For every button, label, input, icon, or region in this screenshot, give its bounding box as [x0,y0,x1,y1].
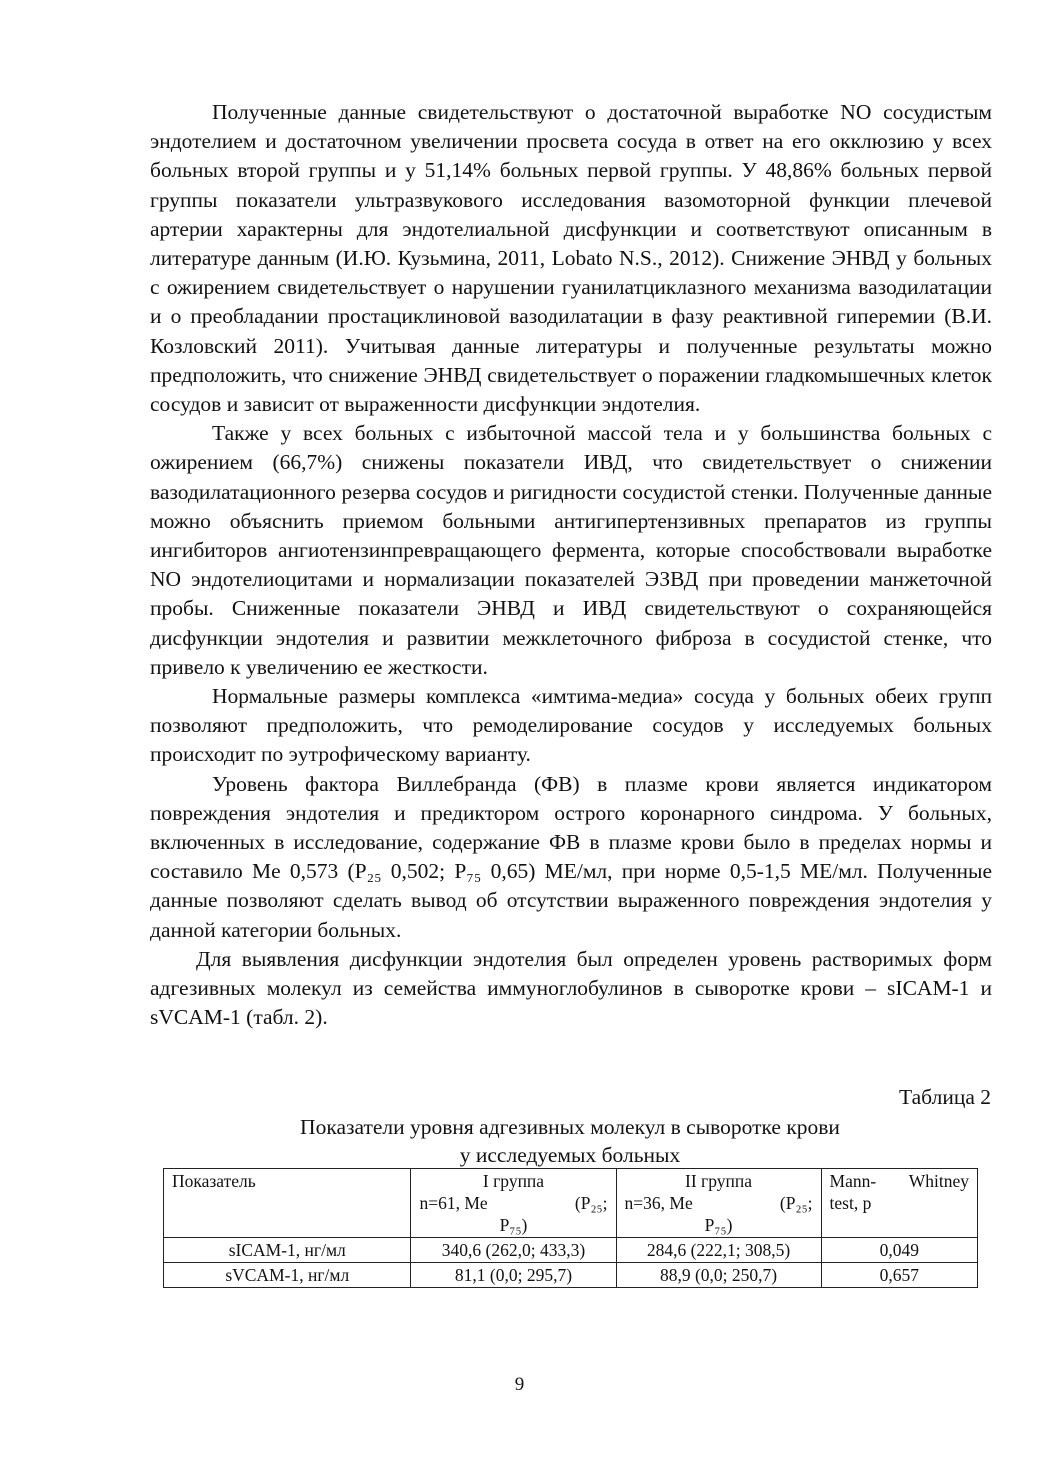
header-cell: Показатель [164,1169,411,1238]
paragraph: Для выявления дисфункции эндотелия был определен уровень растворимых форм адгезивных молекул из семейства иммуноглобулинов в сыворотке крови – sICAM-1 и sVCAM-1 (табл. 2). [150,946,992,1030]
header-fragment: (P₂₅; [574,1193,608,1213]
header-line [419,1192,607,1214]
data-table [163,1168,978,1288]
table-row [164,1238,978,1263]
table-header-row [164,1169,978,1238]
body-text [150,98,992,1033]
table-cell: sVCAM-1, нг/мл [164,1263,411,1288]
paragraph: Нормальные размеры комплекса «имтима-медиа» сосуда у больных обеих групп позволяют предположить, что ремоделирование сосудов у исследуемых больных происходит по эутрофическому варианту. [150,684,992,767]
table-cell: 340,6 (262,0; 433,3) [411,1238,616,1263]
table-caption [200,1113,940,1169]
header-line: P₇₅) [704,1215,733,1235]
header-line: P₇₅) [499,1215,528,1235]
header-line: test, p [829,1193,872,1213]
table-row [164,1263,978,1288]
table-caption-line: у исследуемых больных [459,1143,681,1167]
page-number: 9 [514,1374,525,1395]
header-line [830,1170,969,1192]
header-fragment: (P₂₅; [779,1193,813,1213]
header-cell [616,1169,821,1238]
paragraph: Полученные данные свидетельствуют о достаточной выработке NO сосудистым эндотелием и достаточном увеличении просвета сосуда в ответ на его окклюзию у всех больных второй группы и у 51,14% больных первой группы. У 48,86% больных первой группы показатели ультразвукового исследования вазомоторной функции плечевой артерии характерны для эндотелиальной дисфункции и соответствуют описанным в литературе данным (И.Ю. Кузьмина, 2011, Lobato N.S., 2012). Снижение ЭНВД у больных с ожирением свидетельствует о нарушении гуанилатциклазного механизма вазодилатации и о преобладании простациклиновой вазодилатации в фазу реактивной гиперемии (В.И. Козловский 2011). Учитывая данные литературы и полученные результаты можно предположить, что снижение ЭНВД свидетельствует о поражении гладкомышечных клеток сосудов и зависит от выраженности дисфункции эндотелия. [150,100,992,417]
header-cell [821,1169,977,1238]
table-cell: 0,049 [821,1238,977,1263]
paragraph: Также у всех больных с избыточной массой тела и у большинства больных с ожирением (66,7%) снижены показатели ИВД, что свидетельствует о снижении вазодилатационного резерва сосудов и ригидности сосудистой стенки. Полученные данные можно объяснить приемом больными антигипертензивных препаратов из группы ингибиторов ангиотензинпревращающего фермента, которые способствовали выработке NO эндотелиоцитами и нормализации показателей ЭЗВД при проведении манжеточной пробы. Сниженные показатели ЭНВД и ИВД свидетельствуют о сохраняющейся дисфункции эндотелия и развитии межклеточного фиброза в сосудистой стенке, что привело к увеличению ее жесткости. [150,421,992,679]
header-line: II группа [685,1171,753,1191]
table-number: Таблица 2 [899,1085,991,1109]
paragraph: Уровень фактора Виллебранда (ФВ) в плазме крови является индикатором повреждения эндотелия и предиктором острого коронарного синдрома. У больных, включенных в исследование, содержание ФВ в плазме крови было в пределах нормы и составило Me 0,573 (P₂₅ 0,502; P₇₅ 0,65) МЕ/мл, при норме 0,5-1,5 МЕ/мл. Полученные данные позволяют сделать вывод об отсутствии выраженного повреждения эндотелия у данной категории больных. [150,771,992,942]
table-caption-line: Показатели уровня адгезивных молекул в сыворотке крови [300,1115,840,1139]
table-cell: 81,1 (0,0; 295,7) [411,1263,616,1288]
table-cell: 0,657 [821,1263,977,1288]
header-fragment: n=36, Me [624,1193,693,1213]
header-fragment: Whitney [908,1171,969,1191]
header-fragment: Mann- [829,1171,877,1191]
header-line: I группа [482,1171,545,1191]
header-fragment: n=61, Me [419,1193,488,1213]
table-cell: 88,9 (0,0; 250,7) [616,1263,821,1288]
table-cell: sICAM-1, нг/мл [164,1238,411,1263]
table-cell: 284,6 (222,1; 308,5) [616,1238,821,1263]
header-line [625,1192,813,1214]
header-cell [411,1169,616,1238]
